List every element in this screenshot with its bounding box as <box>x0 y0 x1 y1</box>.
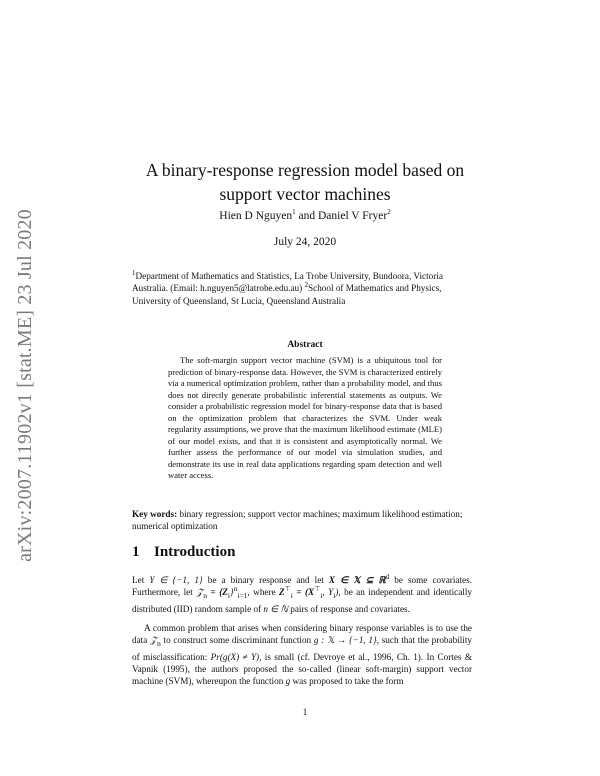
section-title: Introduction <box>154 544 236 560</box>
text-run: to construct some discriminant function <box>160 635 314 646</box>
math-sup: ⊤ <box>314 585 321 594</box>
math-sup: ⊤ <box>284 585 291 594</box>
math-run: g <box>285 676 291 687</box>
text-run: was proposed to take the form <box>290 676 404 687</box>
text-run: , be an independent and identically distributed (IID) random sample of <box>132 587 472 614</box>
text-run: pairs of response and covariates. <box>287 603 410 614</box>
math-sub: i <box>333 591 336 601</box>
keywords-text: binary regression; support vector machines; maximum likelihood estimation; numerical optimization <box>132 509 463 532</box>
text-run: be some covariates. Furthermore, let <box>132 575 472 598</box>
math-run: Y ∈ {−1, 1} <box>149 575 203 585</box>
text-run: A common problem that arises when considering binary response variables is to use the data <box>132 623 472 646</box>
section-number: 1 <box>132 544 140 560</box>
math-run: 𝒵 <box>196 587 204 598</box>
math-sup: n <box>233 585 238 594</box>
paper-date: July 24, 2020 <box>273 236 337 248</box>
math-sub: i <box>320 591 323 601</box>
math-run: X ∈ 𝕏 ⊆ ℝ <box>328 575 386 585</box>
title-line-2: support vector machines <box>219 184 391 204</box>
keywords-label: Key words: <box>132 509 178 519</box>
math-sup: d <box>385 572 390 581</box>
affiliation-2-mark: 2 <box>304 281 309 290</box>
intro-paragraph-2 <box>132 622 472 688</box>
math-run: ) <box>335 587 339 598</box>
math-run: n ∈ ℕ <box>263 603 288 614</box>
paper-title <box>120 158 490 206</box>
abstract-body: The soft-margin support vector machine (SVM) is a ubiquitous tool for prediction of binary-response data. However, the SVM is characterized entirely via a numerical optimization problem, rather than a probability model, and thus does not directly generate probabilistic inferential statements as outputs. We consider a probabilistic regression model for binary-response data that is based on the optimization problem that characterizes the SVM. Under weak regularity assumptions, we prove that the maximum likelihood estimate (MLE) of our model exists, and that it is consistent and asymptotically normal. We further assess the performance of our model via simulation studies, and demonstrate its use in real data applications regarding spam detection and well water access. <box>168 355 442 480</box>
intro-paragraph-1 <box>132 574 472 615</box>
affiliation-2: School of Mathematics and Physics, University of Queensland, St Lucia, Queensland Australia <box>132 283 442 306</box>
math-sub: i <box>290 591 293 601</box>
arxiv-identifier: arXiv:2007.11902v1 [stat.ME] 23 Jul 2020 <box>13 208 36 562</box>
math-sub: i=1 <box>237 591 248 601</box>
author-1-mark: 1 <box>292 208 296 217</box>
math-sub: n <box>203 591 208 601</box>
math-run: g : 𝕏 → {−1, 1} <box>313 635 377 646</box>
author-1: Hien D Nguyen <box>219 210 293 222</box>
arxiv-sidebar <box>10 200 40 570</box>
keywords <box>132 508 472 533</box>
author-list <box>120 210 490 222</box>
math-run: } <box>230 587 234 598</box>
math-run: = (X <box>292 587 315 598</box>
math-run: 𝒵 <box>150 635 158 646</box>
text-run: Let <box>132 575 150 585</box>
author-2-mark: 2 <box>387 208 391 217</box>
title-line-1: A binary-response regression model based on <box>145 160 465 180</box>
text-run: , where <box>247 587 280 598</box>
affiliations <box>132 270 472 307</box>
math-run: , Y <box>322 587 334 598</box>
math-run: = {Z <box>207 587 228 598</box>
text-run: , is small (cf. Devroye et al., 1996, Ch. 1). In Cortes & Vapnik (1995), the authors proposed the so-called (linear soft-margin) support vector machine (SVM), whereupon the function <box>132 651 472 687</box>
section-heading <box>132 544 472 561</box>
page-number: 1 <box>302 708 308 718</box>
affiliation-1: Department of Mathematics and Statistics, La Trobe University, Bundoora, Victoria Australia. (Email: h.nguyen5@latrobe.edu.au) <box>132 271 443 294</box>
affiliation-1-mark: 1 <box>132 268 136 277</box>
math-run: Pr(g(X) ≠ Y) <box>210 651 260 662</box>
math-run: Z <box>279 587 285 598</box>
author-join: and <box>295 210 318 222</box>
abstract-heading: Abstract <box>287 340 323 350</box>
text-run: be a binary response and let <box>202 575 329 585</box>
text-run: , such that the probability of misclassification: <box>132 635 472 662</box>
author-2: Daniel V Fryer <box>317 210 388 222</box>
math-sub: i <box>227 591 231 601</box>
math-sub: n <box>157 639 161 649</box>
